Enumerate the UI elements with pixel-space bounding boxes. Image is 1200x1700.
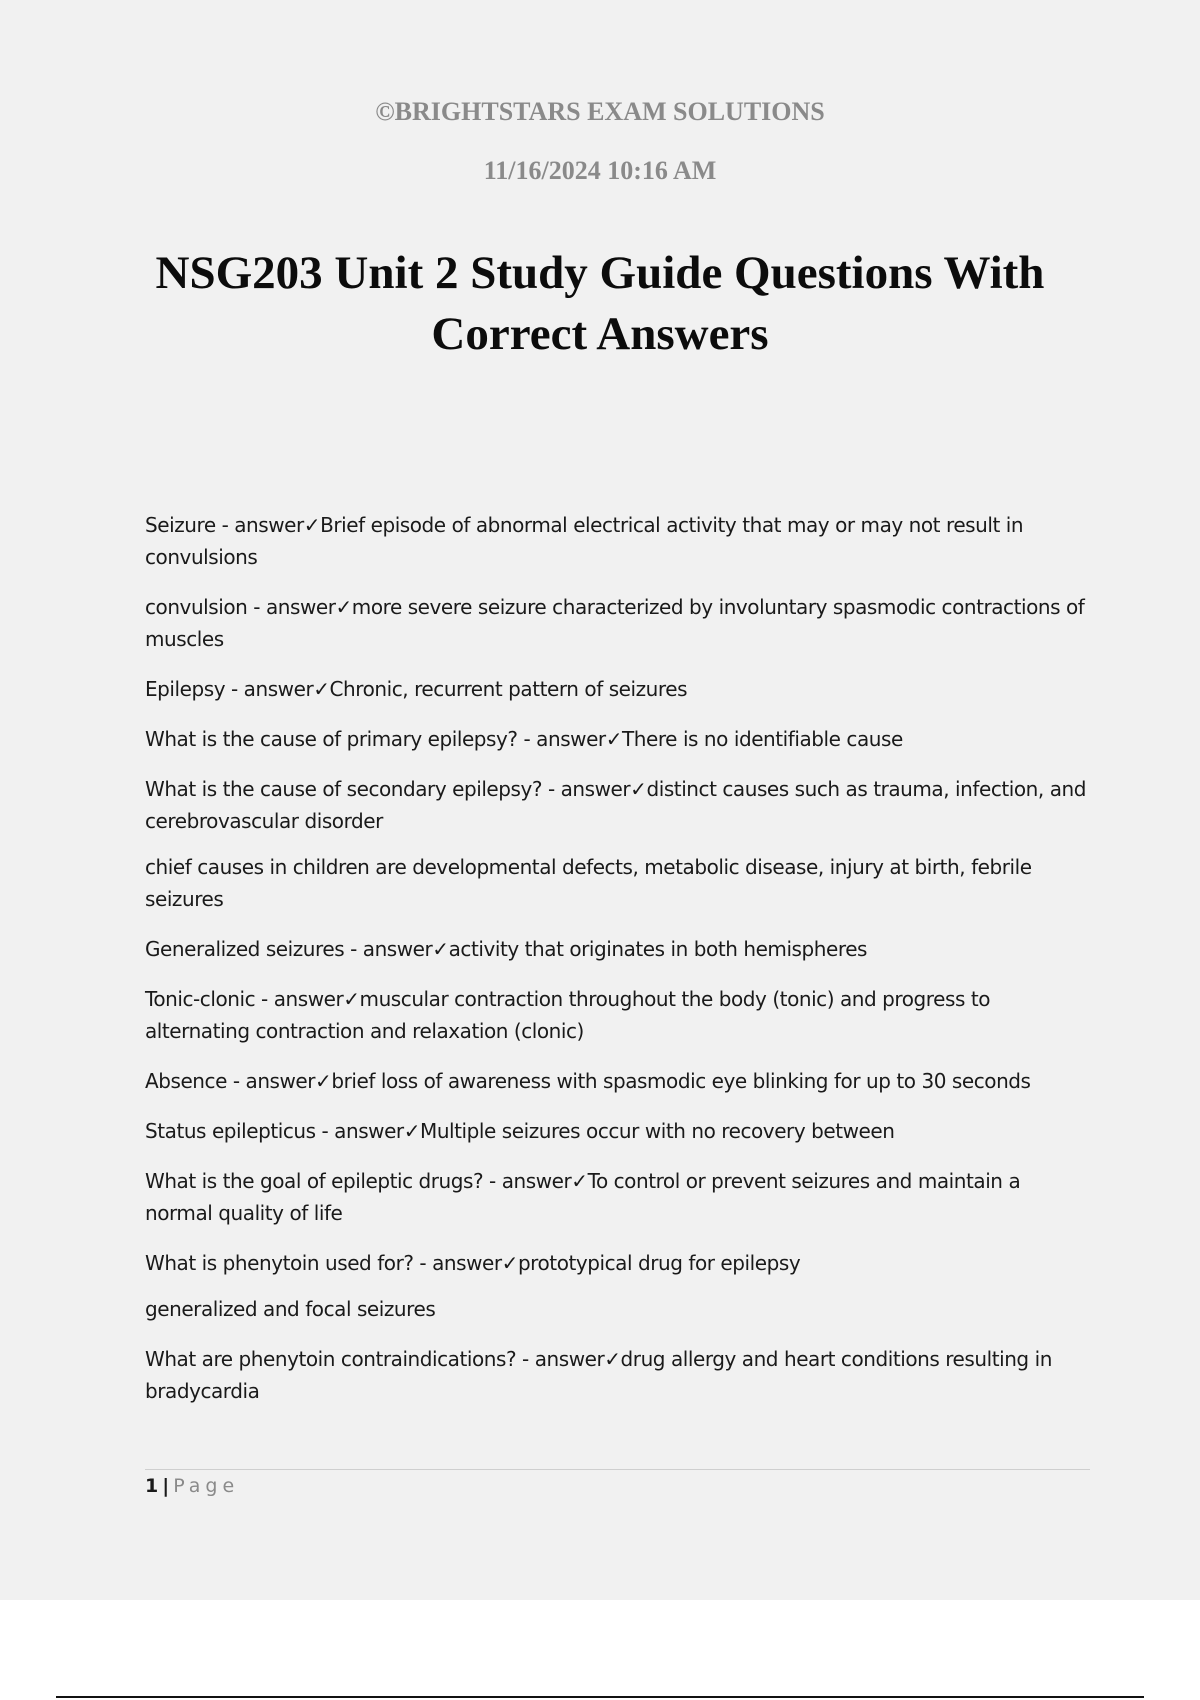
qa-item: Epilepsy - answer✓Chronic, recurrent pattern of seizures [145, 677, 688, 701]
qa-item: Status epilepticus - answer✓Multiple seizures occur with no recovery between [145, 1119, 895, 1143]
qa-item: What is the cause of secondary epilepsy? - answer✓distinct causes such as trauma, infection, and cerebrovascular disorder [145, 777, 1086, 833]
qa-item: What are phenytoin contraindications? - answer✓drug allergy and heart conditions resulting in bradycardia [145, 1347, 1052, 1403]
qa-item: generalized and focal seizures [145, 1297, 436, 1321]
qa-item: What is the goal of epileptic drugs? - answer✓To control or prevent seizures and maintain a normal quality of life [145, 1169, 1021, 1225]
date-watermark: 11/16/2024 10:16 AM [483, 156, 717, 185]
qa-list [145, 509, 1090, 1425]
qa-item: Tonic-clonic - answer✓muscular contraction throughout the body (tonic) and progress to alternating contraction and relaxation (clonic) [145, 987, 991, 1043]
qa-item: Generalized seizures - answer✓activity that originates in both hemispheres [145, 937, 868, 961]
page-number: 1 [145, 1475, 159, 1497]
qa-item: What is the cause of primary epilepsy? - answer✓There is no identifiable cause [145, 727, 903, 751]
qa-item: What is phenytoin used for? - answer✓prototypical drug for epilepsy [145, 1251, 801, 1275]
page-footer [145, 1474, 239, 1498]
brand-watermark: ©BRIGHTSTARS EXAM SOLUTIONS [375, 97, 825, 126]
next-page-rule [56, 1696, 1144, 1698]
footer-divider [145, 1469, 1090, 1470]
qa-item: Absence - answer✓brief loss of awareness with spasmodic eye blinking for up to 30 seconds [145, 1069, 1031, 1093]
qa-item: convulsion - answer✓more severe seizure characterized by involuntary spasmodic contractions of muscles [145, 595, 1085, 651]
page-separator: | [162, 1475, 170, 1497]
document-title: NSG203 Unit 2 Study Guide Questions With Correct Answers [155, 247, 1045, 360]
qa-item: Seizure - answer✓Brief episode of abnormal electrical activity that may or may not result in convulsions [145, 513, 1024, 569]
qa-item: chief causes in children are developmental defects, metabolic disease, injury at birth, febrile seizures [145, 855, 1032, 911]
page-label: Page [173, 1475, 240, 1497]
